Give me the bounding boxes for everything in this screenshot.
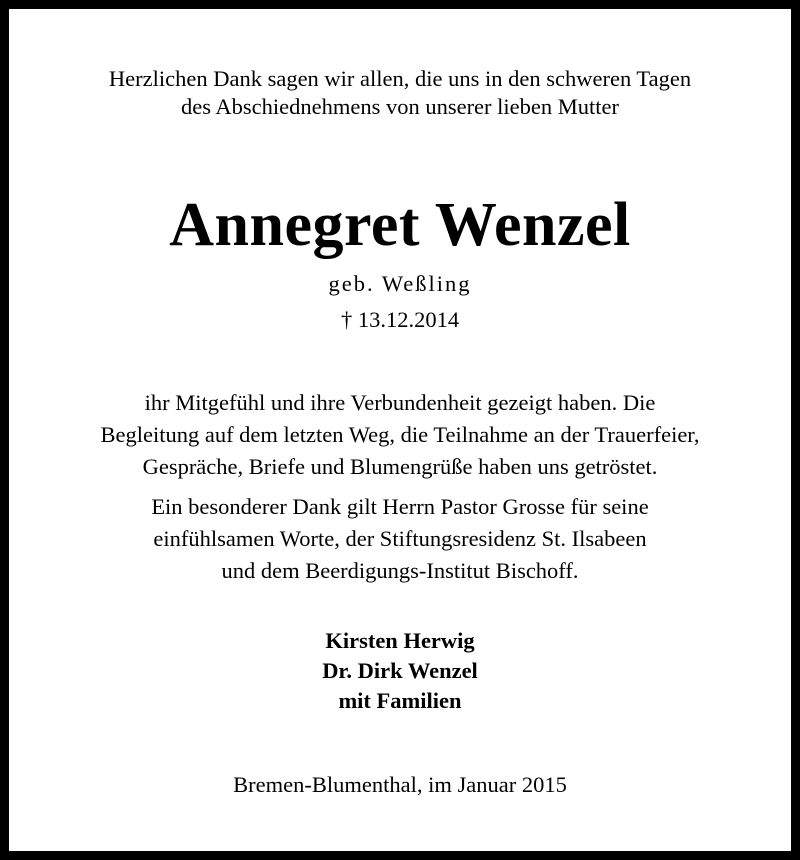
intro-line-1: Herzlichen Dank sagen wir allen, die uns in den schweren Tagen	[108, 66, 692, 91]
paragraph1-line-1: ihr Mitgefühl und ihre Verbundenheit gezeigt haben. Die	[144, 390, 656, 415]
deceased-name: Annegret Wenzel	[169, 191, 631, 259]
signer-3: mit Familien	[338, 688, 462, 713]
paragraph1-line-2: Begleitung auf dem letzten Weg, die Teilnahme an der Trauerfeier,	[100, 422, 700, 447]
paragraph2-line-2: einfühlsamen Worte, der Stiftungsresidenz St. Ilsabeen	[153, 526, 647, 551]
paragraph1-line-3: Gespräche, Briefe und Blumengrüße haben uns getröstet.	[142, 454, 658, 479]
signer-1: Kirsten Herwig	[325, 628, 475, 653]
signer-2: Dr. Dirk Wenzel	[322, 658, 478, 683]
paragraph2-line-1: Ein besonderer Dank gilt Herrn Pastor Grosse für seine	[151, 494, 649, 519]
intro-line-2: des Abschiednehmens von unserer lieben Mutter	[180, 94, 619, 119]
place-and-date: Bremen-Blumenthal, im Januar 2015	[233, 772, 567, 797]
birth-name: geb. Weßling	[328, 271, 472, 296]
paragraph2-line-3: und dem Beerdigungs-Institut Bischoff.	[221, 558, 579, 583]
death-date: † 13.12.2014	[340, 307, 460, 332]
